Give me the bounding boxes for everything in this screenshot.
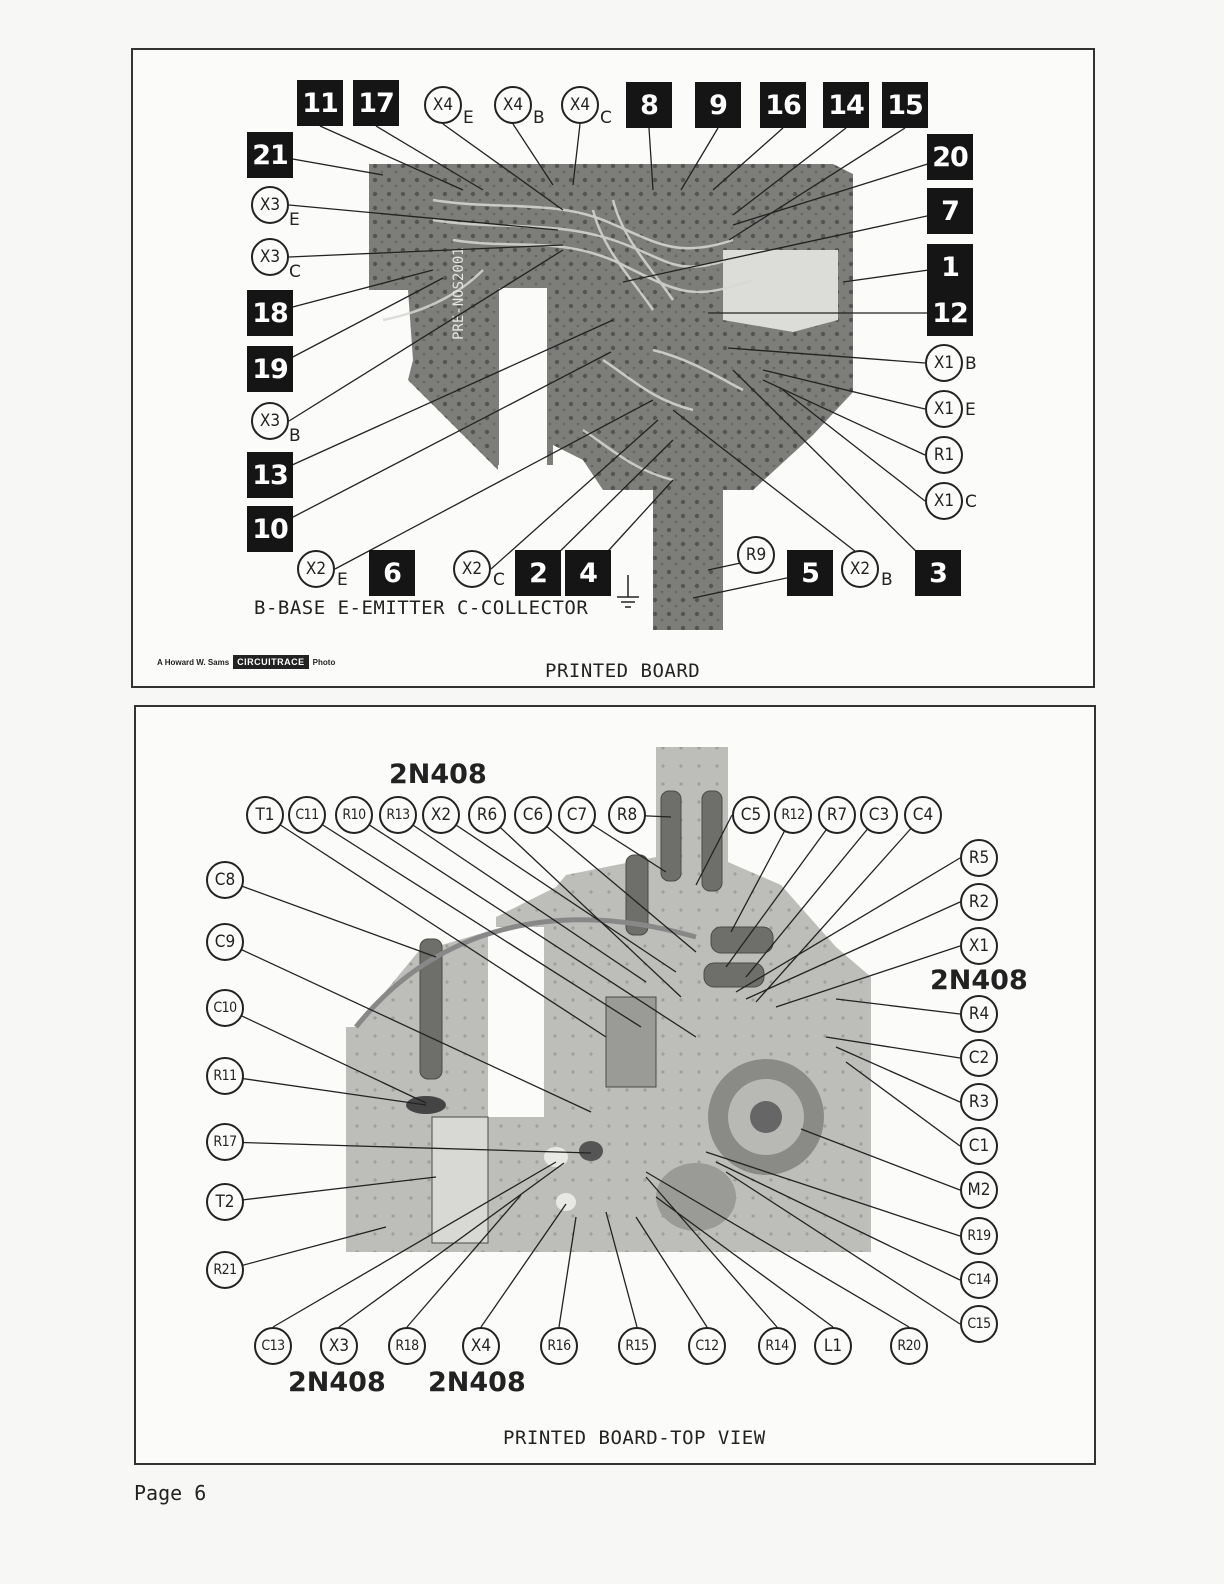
leader-line bbox=[836, 999, 960, 1014]
leader-line bbox=[731, 815, 793, 932]
leader-line bbox=[656, 1197, 833, 1327]
callout-r16: R16 bbox=[540, 1327, 578, 1365]
leader-line bbox=[696, 815, 732, 885]
callout-square-1: 1 bbox=[927, 244, 973, 290]
callout-c2: C2 bbox=[960, 1039, 998, 1077]
leader-line bbox=[606, 1212, 637, 1327]
callout-x4: X4 bbox=[462, 1327, 500, 1365]
leader-line bbox=[513, 124, 553, 185]
credit-suffix: Photo bbox=[312, 657, 336, 667]
subscript-c: C bbox=[965, 492, 977, 512]
leader-line bbox=[407, 1195, 521, 1327]
callout-square-10: 10 bbox=[247, 506, 293, 552]
circuitrace-logo: CIRCUITRACE bbox=[233, 655, 309, 669]
leader-line bbox=[826, 1037, 960, 1058]
callout-square-13: 13 bbox=[247, 452, 293, 498]
leader-line bbox=[573, 124, 580, 185]
leader-line bbox=[270, 320, 613, 475]
callout-r21: R21 bbox=[206, 1251, 244, 1289]
callout-square-4: 4 bbox=[565, 550, 611, 596]
callout-circle-x4-e: X4 bbox=[424, 86, 462, 124]
callout-x3: X3 bbox=[320, 1327, 358, 1365]
callout-x2: X2 bbox=[422, 796, 460, 834]
subscript-c: C bbox=[493, 570, 505, 590]
callout-square-3: 3 bbox=[915, 550, 961, 596]
callout-square-21: 21 bbox=[247, 132, 293, 178]
leader-line bbox=[225, 1177, 436, 1202]
callout-c13: C13 bbox=[254, 1327, 292, 1365]
leader-line bbox=[289, 245, 563, 257]
callout-r19: R19 bbox=[960, 1217, 998, 1255]
leader-line bbox=[307, 815, 641, 1027]
callout-square-6: 6 bbox=[369, 550, 415, 596]
callout-r15: R15 bbox=[618, 1327, 656, 1365]
leader-line bbox=[763, 370, 925, 409]
callout-square-20: 20 bbox=[927, 134, 973, 180]
leader-line bbox=[649, 128, 653, 190]
leader-line bbox=[646, 1177, 777, 1327]
callout-r5: R5 bbox=[960, 839, 998, 877]
leader-line bbox=[225, 1142, 591, 1153]
callout-c11: C11 bbox=[288, 796, 326, 834]
leader-line bbox=[728, 348, 925, 363]
leader-line bbox=[846, 1062, 960, 1146]
transistor-legend: B-BASE E-EMITTER C-COLLECTOR bbox=[254, 597, 589, 619]
callout-circle-x2-c: X2 bbox=[453, 550, 491, 588]
callout-r17: R17 bbox=[206, 1123, 244, 1161]
callout-r4: R4 bbox=[960, 995, 998, 1033]
leader-line bbox=[673, 410, 878, 569]
leader-line bbox=[273, 1162, 556, 1327]
leader-line bbox=[354, 815, 696, 1037]
leader-line bbox=[289, 205, 558, 230]
leader-line bbox=[443, 124, 563, 210]
callout-t2: T2 bbox=[206, 1183, 244, 1221]
subscript-e: E bbox=[965, 400, 976, 420]
callout-circle-x1-c: X1 bbox=[925, 482, 963, 520]
callout-circle-x1-b: X1 bbox=[925, 344, 963, 382]
callout-square-5: 5 bbox=[787, 550, 833, 596]
callout-r20: R20 bbox=[890, 1327, 928, 1365]
transistor-type-label: 2N408 bbox=[428, 1367, 526, 1398]
callout-square-12: 12 bbox=[927, 290, 973, 336]
callout-c9: C9 bbox=[206, 923, 244, 961]
callout-r18: R18 bbox=[388, 1327, 426, 1365]
callout-r3: R3 bbox=[960, 1083, 998, 1121]
leader-line bbox=[225, 1227, 386, 1270]
callout-r11: R11 bbox=[206, 1057, 244, 1095]
subscript-e: E bbox=[463, 108, 474, 128]
callout-c10: C10 bbox=[206, 989, 244, 1027]
leader-line bbox=[646, 1172, 909, 1327]
callout-r7: R7 bbox=[818, 796, 856, 834]
callout-square-15: 15 bbox=[882, 82, 928, 128]
callout-circle-r1: R1 bbox=[925, 436, 963, 474]
leader-line bbox=[726, 1172, 960, 1324]
callout-c12: C12 bbox=[688, 1327, 726, 1365]
page-number: Page 6 bbox=[134, 1481, 207, 1505]
callout-r8: R8 bbox=[608, 796, 646, 834]
callout-c3: C3 bbox=[860, 796, 898, 834]
leader-line bbox=[559, 1217, 576, 1327]
callout-c14: C14 bbox=[960, 1261, 998, 1299]
leader-line bbox=[225, 1076, 426, 1105]
printed-board-panel bbox=[131, 48, 1095, 688]
leader-line bbox=[763, 380, 925, 455]
panel-caption: PRINTED BOARD-TOP VIEW bbox=[503, 1427, 766, 1449]
callout-c4: C4 bbox=[904, 796, 942, 834]
callout-circle-x3-e: X3 bbox=[251, 186, 289, 224]
transistor-type-label: 2N408 bbox=[288, 1367, 386, 1398]
callout-square-17: 17 bbox=[353, 80, 399, 126]
leader-line bbox=[636, 1217, 707, 1327]
callout-r12: R12 bbox=[774, 796, 812, 834]
panel-caption: PRINTED BOARD bbox=[545, 660, 701, 682]
leader-line bbox=[225, 880, 436, 957]
leader-line bbox=[756, 815, 923, 1002]
callout-square-11: 11 bbox=[297, 80, 343, 126]
leader-line bbox=[706, 1152, 960, 1236]
leader-line bbox=[729, 128, 905, 240]
callout-r14: R14 bbox=[758, 1327, 796, 1365]
subscript-c: C bbox=[600, 108, 612, 128]
callout-square-9: 9 bbox=[695, 82, 741, 128]
callout-circle-x2-b: X2 bbox=[841, 550, 879, 588]
callout-circle-x1-e: X1 bbox=[925, 390, 963, 428]
callout-c1: C1 bbox=[960, 1127, 998, 1165]
callout-c7: C7 bbox=[558, 796, 596, 834]
subscript-c: C bbox=[289, 262, 301, 282]
callout-r2: R2 bbox=[960, 883, 998, 921]
callout-l1: L1 bbox=[814, 1327, 852, 1365]
subscript-b: B bbox=[881, 570, 893, 590]
leader-line bbox=[733, 157, 950, 225]
leader-line bbox=[265, 815, 606, 1037]
leader-line bbox=[746, 902, 960, 999]
callout-c15: C15 bbox=[960, 1305, 998, 1343]
callout-circle-x3-c: X3 bbox=[251, 238, 289, 276]
leader-line bbox=[225, 942, 591, 1112]
callout-r13: R13 bbox=[379, 796, 417, 834]
leader-line bbox=[225, 1008, 426, 1103]
callout-t1: T1 bbox=[246, 796, 284, 834]
leader-line bbox=[335, 400, 653, 569]
callout-circle-x3-b: X3 bbox=[251, 402, 289, 440]
leader-line bbox=[681, 128, 718, 190]
callout-square-2: 2 bbox=[515, 550, 561, 596]
callout-square-16: 16 bbox=[760, 82, 806, 128]
leader-line bbox=[481, 1204, 566, 1327]
subscript-b: B bbox=[533, 108, 545, 128]
subscript-e: E bbox=[337, 570, 348, 590]
leader-line bbox=[487, 815, 681, 997]
callout-r10: R10 bbox=[335, 796, 373, 834]
callout-c6: C6 bbox=[514, 796, 552, 834]
leader-line bbox=[736, 858, 960, 992]
subscript-b: B bbox=[289, 426, 301, 446]
callout-square-7: 7 bbox=[927, 188, 973, 234]
callout-x1: X1 bbox=[960, 927, 998, 965]
board-marking: PRE-NOS2001 bbox=[451, 247, 467, 340]
callout-circle-x2-e: X2 bbox=[297, 550, 335, 588]
credit-line bbox=[157, 655, 335, 669]
callout-square-18: 18 bbox=[247, 290, 293, 336]
leader-line bbox=[289, 250, 563, 421]
subscript-e: E bbox=[289, 210, 300, 230]
leader-line bbox=[339, 1163, 564, 1327]
leader-line bbox=[713, 128, 783, 190]
transistor-type-label: 2N408 bbox=[389, 759, 487, 790]
leader-line bbox=[623, 211, 950, 282]
callout-circle-x4-b: X4 bbox=[494, 86, 532, 124]
callout-r6: R6 bbox=[468, 796, 506, 834]
callout-c8: C8 bbox=[206, 861, 244, 899]
callout-m2: M2 bbox=[960, 1171, 998, 1209]
callout-c5: C5 bbox=[732, 796, 770, 834]
callout-square-14: 14 bbox=[823, 82, 869, 128]
callout-circle-x4-c: X4 bbox=[561, 86, 599, 124]
leader-line bbox=[270, 352, 611, 529]
callout-square-8: 8 bbox=[626, 82, 672, 128]
credit-prefix: A Howard W. Sams bbox=[157, 657, 230, 667]
printed-board-top-view-panel bbox=[134, 705, 1096, 1465]
transistor-type-label: 2N408 bbox=[930, 965, 1028, 996]
callout-square-19: 19 bbox=[247, 346, 293, 392]
leader-line bbox=[746, 815, 879, 977]
leader-line bbox=[716, 1162, 960, 1280]
subscript-b: B bbox=[965, 354, 977, 374]
leader-line bbox=[270, 278, 443, 369]
callout-circle-r9: R9 bbox=[737, 536, 775, 574]
leader-line bbox=[801, 1129, 960, 1190]
